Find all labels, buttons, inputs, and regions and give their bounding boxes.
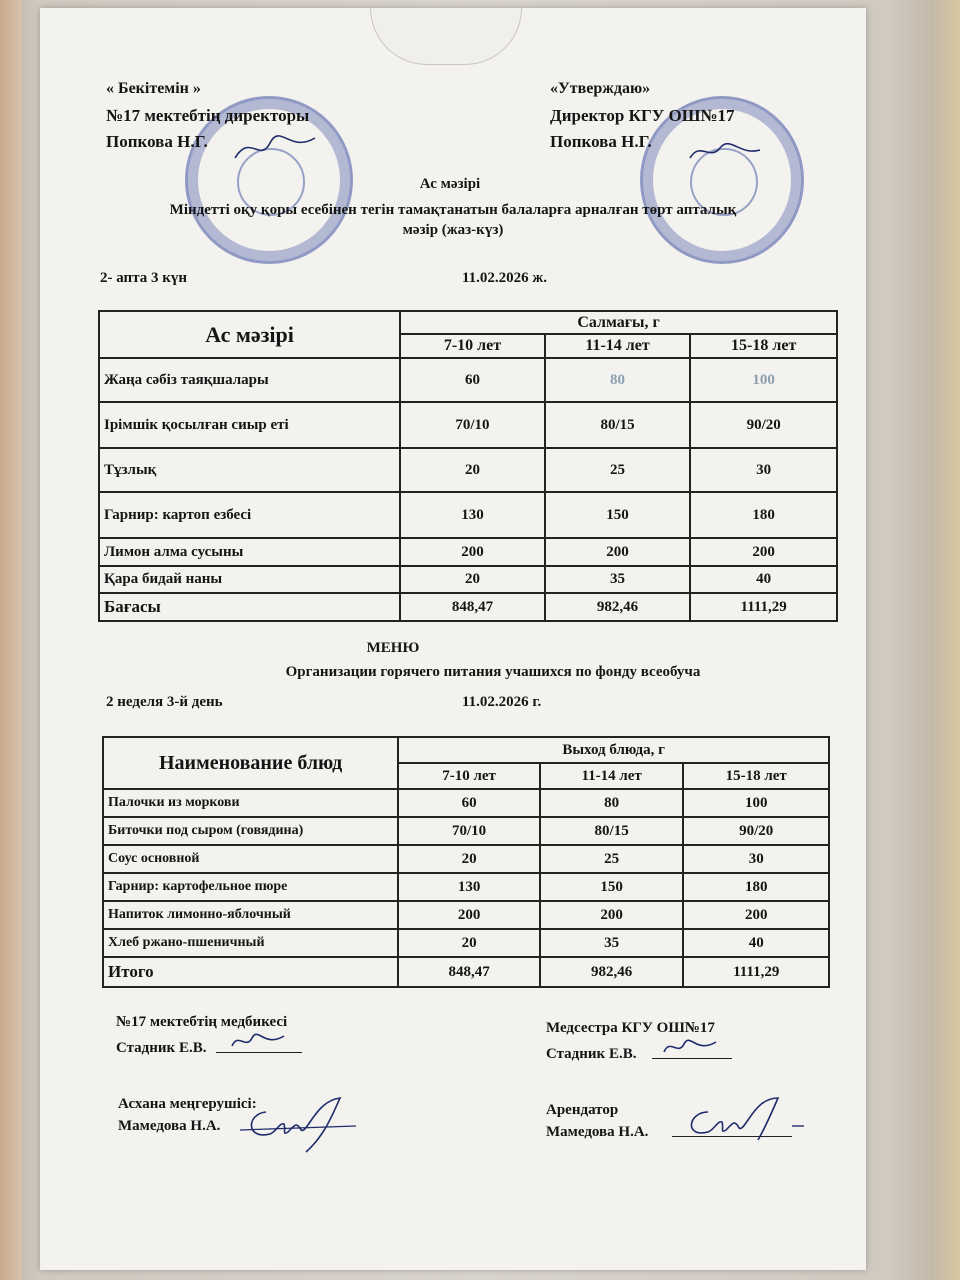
dish-name: Гарнир: картофельное пюре [103,873,398,901]
ru-week-day: 2 неделя 3-й день [106,694,223,710]
nurse-kz-name: Стадник Е.В. [116,1040,207,1056]
portion-value: 35 [540,929,684,957]
total-value: 848,47 [400,593,545,621]
portion-value: 180 [690,492,837,538]
tenant-signature [670,1092,810,1148]
portion-value: 60 [398,789,540,817]
canteen-kz-role: Асхана меңгерушісі: [118,1096,257,1112]
portion-value: 25 [545,448,691,492]
portion-value: 70/10 [398,817,540,845]
dish-name: Гарнир: картоп езбесі [99,492,400,538]
kz-age-2: 11-14 лет [545,334,691,358]
portion-value: 40 [690,566,837,593]
portion-value: 80 [545,358,691,402]
kz-week-day: 2- апта 3 күн [100,270,188,286]
menu-sheet [40,8,866,1270]
dish-name: Напиток лимонно-яблочный [103,901,398,929]
ru-col-name: Наименование блюд [103,737,398,789]
portion-value: 180 [683,873,829,901]
portion-value: 150 [545,492,691,538]
ru-date: 11.02.2026 г. [462,694,542,710]
kz-menu-table [98,310,838,622]
portion-value: 90/20 [690,402,837,448]
kz-age-3: 15-18 лет [690,334,837,358]
portion-value: 20 [398,929,540,957]
table-row [99,448,837,492]
nurse-ru-role: Медсестра КГУ ОШ№17 [546,1020,715,1036]
table-row [99,492,837,538]
tenant-ru-role: Арендатор [546,1102,619,1118]
right-name: Попкова Н.Г. [550,132,652,151]
total-value: 1111,29 [683,957,829,987]
dish-name: Биточки под сыром (говядина) [103,817,398,845]
table-total-row [99,593,837,621]
portion-value: 100 [683,789,829,817]
dish-name: Жаңа сәбіз таяқшалары [99,358,400,402]
portion-value: 70/10 [400,402,545,448]
table-row [103,789,829,817]
dish-name: Тұзлық [99,448,400,492]
portion-value: 200 [683,901,829,929]
portion-value: 35 [545,566,691,593]
table-total-row [103,957,829,987]
table-row [103,901,829,929]
dish-name: Соус основной [103,845,398,873]
ru-age-1: 7-10 лет [398,763,540,789]
canteen-signature [236,1092,376,1156]
tenant-ru-name: Мамедова Н.А. [546,1124,649,1140]
nurse-signature-left [228,1028,288,1054]
portion-value: 200 [690,538,837,566]
nurse-kz-role: №17 мектебтің медбикесі [116,1014,288,1030]
kz-title: Ас мәзірі [419,176,481,192]
kz-date: 11.02.2026 ж. [462,270,548,286]
dish-name: Лимон алма сусыны [99,538,400,566]
total-value: 848,47 [398,957,540,987]
table-row [103,817,829,845]
right-approve: «Утверждаю» [550,80,651,97]
total-label: Итого [103,957,398,987]
total-value: 982,46 [540,957,684,987]
frame-left [0,0,22,1280]
ru-age-3: 15-18 лет [683,763,829,789]
portion-value: 200 [400,538,545,566]
portion-value: 200 [545,538,691,566]
director-signature-left [230,128,320,168]
portion-value: 200 [398,901,540,929]
table-row [99,538,837,566]
dish-name: Палочки из моркови [103,789,398,817]
nurse-ru-name: Стадник Е.В. [546,1046,637,1062]
portion-value: 20 [400,566,545,593]
nurse-signature-right [660,1034,720,1060]
portion-value: 60 [400,358,545,402]
portion-value: 30 [690,448,837,492]
holder-notch [370,8,522,65]
portion-value: 150 [540,873,684,901]
left-role: №17 мектебтің директоры [106,106,310,125]
table-row [103,873,829,901]
left-approve: « Бекітемін » [106,80,201,97]
frame-right [890,0,960,1280]
left-name: Попкова Н.Г. [106,132,208,151]
portion-value: 25 [540,845,684,873]
dish-name: Қара бидай наны [99,566,400,593]
portion-value: 200 [540,901,684,929]
table-row [103,845,829,873]
ru-subtitle: Организации горячего питания учашихся по фонду всеобуча [285,664,701,680]
kz-age-1: 7-10 лет [400,334,545,358]
portion-value: 80/15 [540,817,684,845]
table-row [99,402,837,448]
dish-name: Ірімшік қосылған сиыр еті [99,402,400,448]
portion-value: 90/20 [683,817,829,845]
ru-menu-table [102,736,830,988]
table-row [99,358,837,402]
total-label: Бағасы [99,593,400,621]
total-value: 982,46 [545,593,691,621]
canteen-kz-name: Мамедова Н.А. [118,1118,221,1134]
director-signature-right [685,136,765,166]
portion-value: 130 [400,492,545,538]
portion-value: 130 [398,873,540,901]
kz-subtitle-2: мәзір (жаз-күз) [402,222,504,238]
table-row [99,566,837,593]
ru-age-2: 11-14 лет [540,763,684,789]
portion-value: 20 [400,448,545,492]
total-value: 1111,29 [690,593,837,621]
portion-value: 40 [683,929,829,957]
kz-col-name: Ас мәзірі [99,311,400,358]
kz-col-group: Салмағы, г [400,311,837,334]
portion-value: 100 [690,358,837,402]
portion-value: 80 [540,789,684,817]
kz-subtitle-1: Міндетті оқу қоры есебінен тегін тамақтанатын балаларға арналған төрт апталық [169,202,737,218]
table-row [103,929,829,957]
ru-col-group: Выход блюда, г [398,737,829,763]
dish-name: Хлеб ржано-пшеничный [103,929,398,957]
portion-value: 80/15 [545,402,691,448]
right-role: Директор КГУ ОШ№17 [550,106,735,125]
ru-title: МЕНЮ [366,640,420,656]
portion-value: 20 [398,845,540,873]
portion-value: 30 [683,845,829,873]
